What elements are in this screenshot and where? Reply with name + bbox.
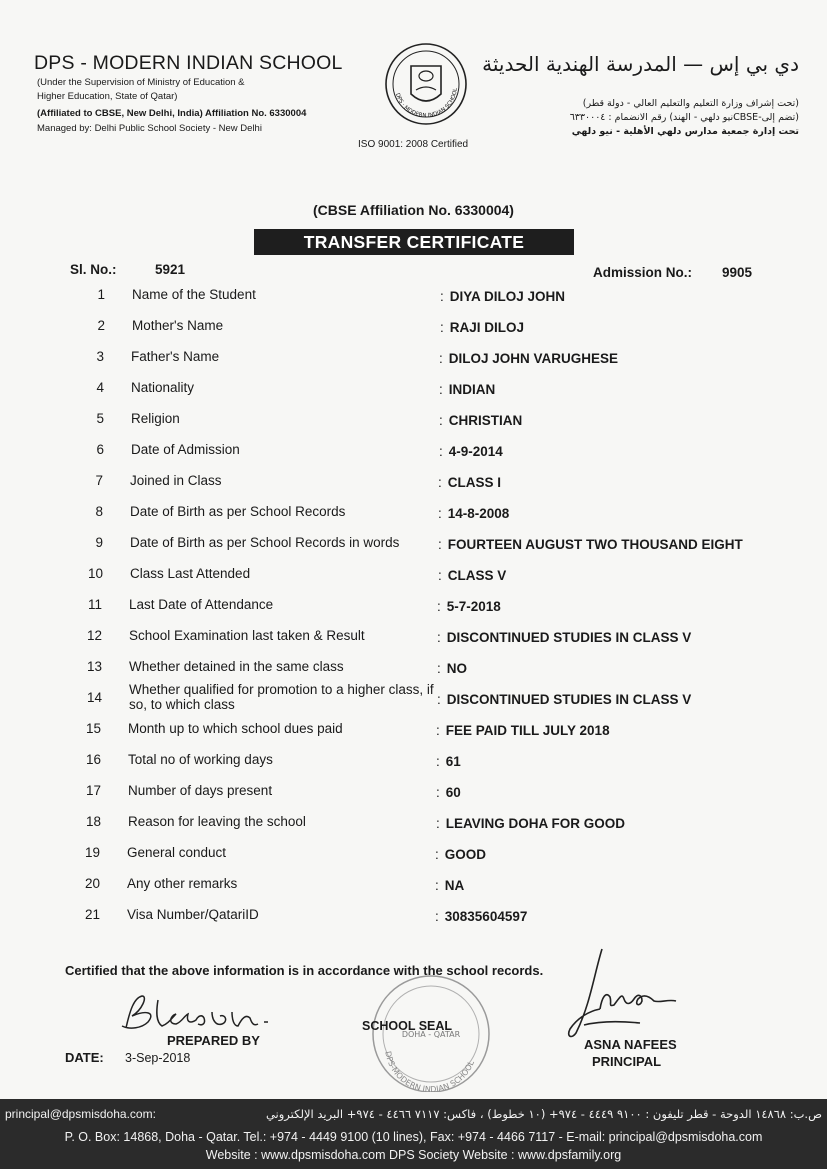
field-value: : CLASS I [438,475,502,490]
field-row [0,907,827,927]
ar-line-2: (تضم إلى-CBSEنيو دلهي - الهند) رقم الانضمام : ٦٣٣٠٠٠٤ [569,112,799,123]
field-value: : NA [435,878,465,893]
field-number: 8 [95,504,103,519]
field-row [0,349,827,369]
field-number: 16 [85,752,101,767]
admission-number-label: Admission No.: [593,265,693,280]
field-row [0,411,827,431]
field-value-text: NO [446,661,468,676]
affiliation-line: (Affiliated to CBSE, New Delhi, India) Affiliation No. 6330004 [37,108,307,119]
field-row [0,682,827,712]
field-number: 4 [96,380,104,395]
field-label: Total no of working days [128,752,273,767]
field-label: Month up to which school dues paid [128,721,343,736]
ar-line-3: تحت إدارة جمعية مدارس دلهي الأهلية - نيو دلهي [571,126,799,137]
supervision-line-2: Higher Education, State of Qatar) [37,91,178,102]
field-value: : LEAVING DOHA FOR GOOD [436,816,626,831]
field-row [0,318,827,338]
field-value: : FOURTEEN AUGUST TWO THOUSAND EIGHT [438,537,743,552]
seal-ring-text: DPS-MODERN INDIAN SCHOOL [383,1050,477,1092]
field-label: Nationality [131,380,195,395]
field-value: : DILOJ JOHN VARUGHESE [439,351,619,366]
field-number: 10 [87,566,103,581]
field-label: Reason for leaving the school [128,814,306,829]
date-value: 3-Sep-2018 [125,1051,191,1065]
field-number: 1 [97,287,105,302]
field-number: 14 [86,690,102,705]
field-value: : GOOD [435,847,487,862]
field-row [0,442,827,462]
field-row [0,566,827,586]
principal-name: ASNA NAFEES [584,1037,677,1052]
field-number: 12 [86,628,102,643]
field-row [0,721,827,741]
field-row [0,814,827,834]
preparer-signature [112,988,282,1038]
field-row [0,783,827,803]
footer-websites: Website : www.dpsmisdoha.com DPS Society Website : www.dpsfamily.org [205,1148,622,1162]
field-row [0,845,827,865]
field-value-text: 61 [445,754,461,769]
field-value-text: GOOD [444,847,487,862]
field-value-text: 30835604597 [444,909,528,924]
field-number: 5 [96,411,104,426]
field-label: Date of Birth as per School Records [130,504,346,519]
principal-label: PRINCIPAL [592,1054,662,1069]
cbse-affiliation: (CBSE Affiliation No. 6330004) [313,202,514,218]
principal-signature [560,945,690,1045]
field-value: : DIYA DILOJ JOHN [440,289,566,304]
field-value-text: FEE PAID TILL JULY 2018 [445,723,610,738]
field-value-text: DILOJ JOHN VARUGHESE [448,351,619,366]
field-value: : DISCONTINUED STUDIES IN CLASS V [437,630,692,645]
field-value: : 61 [436,754,461,769]
field-number: 18 [85,814,101,829]
managed-by-line: Managed by: Delhi Public School Society - New Delhi [37,123,262,134]
field-row [0,628,827,648]
field-label: Date of Birth as per School Records in words [130,535,400,550]
field-value-text: NA [444,878,465,893]
field-label: Joined in Class [130,473,222,488]
field-number: 2 [97,318,105,333]
field-number: 20 [84,876,100,891]
date-label: DATE: [65,1050,104,1065]
footer-arabic-address: ص.ب: ١٤٨٦٨ الدوحة - قطر تليفون : ٩١٠٠ ٤٤٤٩ - ٩٧٤+ (١٠ خطوط) ، فاكس: ٧١١٧ ٤٤٦٦ - ٩٧٤+ البريد الإلكتروني [265,1107,822,1121]
field-label: Date of Admission [131,442,240,457]
ar-line-1: (تحت إشراف وزارة التعليم والتعليم العالي - دولة قطر) [582,98,799,109]
field-value-text: 60 [445,785,461,800]
field-value-text: CLASS I [447,475,502,490]
field-value-text: LEAVING DOHA FOR GOOD [445,816,626,831]
footer [0,1099,827,1169]
field-number: 21 [84,907,100,922]
school-name-en: DPS - MODERN INDIAN SCHOOL [34,52,343,74]
field-number: 3 [96,349,104,364]
school-name-ar: دي بي إس — المدرسة الهندية الحديثة [482,52,799,76]
field-number: 11 [87,597,102,612]
field-label: Number of days present [128,783,273,798]
field-number: 9 [95,535,103,550]
field-value-text: RAJI DILOJ [449,320,525,335]
field-label: Religion [131,411,180,426]
field-value-text: DISCONTINUED STUDIES IN CLASS V [446,630,692,645]
field-number: 7 [95,473,103,488]
field-row [0,752,827,772]
field-value: : 4-9-2014 [439,444,503,459]
field-value: : 5-7-2018 [437,599,501,614]
field-row [0,473,827,493]
field-label: Visa Number/QatariID [127,907,259,922]
field-number: 6 [96,442,104,457]
field-value-text: DISCONTINUED STUDIES IN CLASS V [446,692,692,707]
footer-address: P. O. Box: 14868, Doha - Qatar. Tel.: +974 - 4449 9100 (10 lines), Fax: +974 - 4466 7117 - E-mail: principal@dpsmisdoha.com [64,1130,763,1144]
field-label: Mother's Name [132,318,224,333]
field-row [0,659,827,679]
field-label: Last Date of Attendance [129,597,274,612]
field-value: : 14-8-2008 [438,506,510,521]
field-row [0,597,827,617]
serial-number-value: 5921 [155,262,186,277]
field-label: School Examination last taken & Result [129,628,365,643]
field-value: : CLASS V [438,568,507,583]
field-value-text: 4-9-2014 [448,444,503,459]
field-value: : FEE PAID TILL JULY 2018 [436,723,610,738]
field-value-text: DIYA DILOJ JOHN [449,289,566,304]
field-value-text: CLASS V [447,568,507,583]
field-number: 15 [85,721,101,736]
field-label: Name of the Student [132,287,256,302]
field-value: : CHRISTIAN [439,413,523,428]
admission-number-value: 9905 [722,265,753,280]
field-value-text: INDIAN [448,382,496,397]
prepared-by-label: PREPARED BY [167,1033,260,1048]
field-value: : RAJI DILOJ [440,320,525,335]
field-value-text: CHRISTIAN [448,413,523,428]
supervision-line-1: (Under the Supervision of Ministry of Education & [37,77,245,88]
field-number: 17 [85,783,101,798]
field-value-text: FOURTEEN AUGUST TWO THOUSAND EIGHT [447,537,743,552]
field-value-text: 5-7-2018 [446,599,501,614]
iso-certification: ISO 9001: 2008 Certified [358,139,469,150]
school-logo [383,36,469,134]
logo-ring-text: DPS · MODERN INDIAN SCHOOL [394,87,459,120]
field-row [0,380,827,400]
field-value-text: 14-8-2008 [447,506,510,521]
field-label: Any other remarks [127,876,238,891]
field-label: General conduct [127,845,227,860]
field-row [0,504,827,524]
field-label: Whether detained in the same class [129,659,344,674]
seal-city: DOHA - QATAR [401,1030,461,1039]
field-number: 13 [86,659,102,674]
field-label: Class Last Attended [130,566,251,581]
field-label: Whether qualified for promotion to a higher class, if so, to which class [129,682,434,712]
certificate-title: TRANSFER CERTIFICATE [254,229,574,255]
field-value: : INDIAN [439,382,496,397]
field-row [0,535,827,555]
field-label: Father's Name [131,349,220,364]
field-value: : NO [437,661,468,676]
field-row [0,287,827,307]
field-value: : 60 [436,785,461,800]
footer-email: principal@dpsmisdoha.com: [5,1107,156,1121]
serial-number-label: Sl. No.: [70,262,117,277]
field-number: 19 [84,845,100,860]
field-value: : DISCONTINUED STUDIES IN CLASS V [437,692,692,707]
school-seal-label: SCHOOL SEAL [362,1019,453,1033]
certification-statement: Certified that the above information is in accordance with the school records. [65,963,544,978]
field-row [0,876,827,896]
field-value: : 30835604597 [435,909,528,924]
